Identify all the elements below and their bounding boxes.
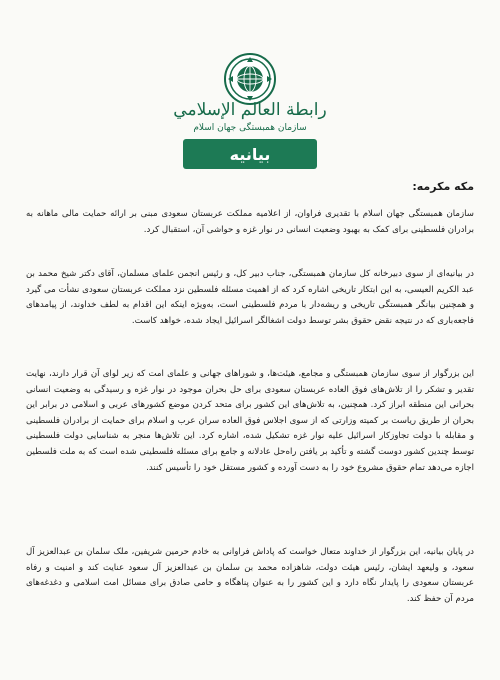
globe-emblem-icon [223, 52, 277, 106]
paragraph-1: سازمان همبستگی جهان اسلام با تقدیری فراوان، از اعلامیه مملکت عربستان سعودی مبنی بر ارائه حمایت مالی ماهانه به برادران فلسطینی برای کمک به بهبود وضعیت انسانی در نوار غزه و حواشی آن، استقبال کرد. [26, 209, 474, 235]
paragraph-4: در پایان بیانیه، این بزرگوار از خداوند متعال خواست که پاداش فراوانی به خادم حرمین شریفین، ملک سلمان بن عبدالعزیز آل سعود، و ولیعهد ایشان، رئیس هیئت دولت، شاهزاده محمد بن سلمان بن عبدالعزیز آل سعود عنایت کند و امنیت و رفاه عربستان سعودی را پایدار نگاه دارد و این کشور را به عنوان پناهگاه و حامی صادق برای مسائل امت اسلامی و دغدغه‌های مردم آن حفظ کند. [26, 547, 474, 604]
org-name-arabic: رابطة العالم الإسلامي [173, 100, 327, 120]
salutation: مکه مکرمه: [412, 180, 474, 193]
paragraph-2: در بیانیه‌ای از سوی دبیرخانه کل سازمان همبستگی، جناب دبیر کل، و رئیس انجمن علمای مسلمان، آقای دکتر شیخ محمد بن عبد الکریم العیسی، به این ابتکار تاریخی اشاره کرد که از اهمیت مسئله فلسطین نزد مملکت عربستان سعودی نشأت می گیرد و همچنین بیانگر همبستگی تاریخی و ریشه‌دار با مردم فلسطینی است، به‌ویژه اینکه این اقدام به لطف خداوند، از پیامدهای فاجعه‌باری که در نتیجه نقض حقوق بشر توسط دولت اشغالگر اسرائیل ایجاد شده، خواهد کاست. [26, 269, 474, 326]
paragraph-3: این بزرگوار از سوی سازمان همبستگی و مجامع، هیئت‌ها، و شوراهای جهانی و علمای امت که زیر لوای آن قرار دارند، نهایت تقدیر و تشکر را از تلاش‌های فوق العاده عربستان سعودی برای حل بحران موجود در نوار غزه و رسیدگی به وضعیت انسانی بحرانی این منطقه ابراز کرد. همچنین، به تلاش‌های این کشور برای متحد کردن موضع کشورهای عربی و اسلامی در برابر این بحران از طریق ریاست بر کمیته وزارتی که از سوی اجلاس فوق العاده سران عرب و اسلام برای حمایت از برادران فلسطینی و مقابله با دولت تجاوزکار اسرائیل علیه نوار غزه تشکیل شده، اشاره کرد. این تلاش‌ها منجر به شناسایی دولت فلسطینی توسط چندین کشور دوست گشته و تأکید بر یافتن راه‌حل عادلانه و جامع برای مسئله فلسطینی شده است که به ملت فلسطین اجازه می‌دهد تمام حقوق مشروع خود را به دست آورده و کشور مستقل خود را تأسیس کنند. [26, 369, 474, 473]
org-name-persian: سازمان همبستگی جهان اسلام [193, 123, 307, 133]
statement-title-badge: بیانیه [183, 139, 317, 169]
